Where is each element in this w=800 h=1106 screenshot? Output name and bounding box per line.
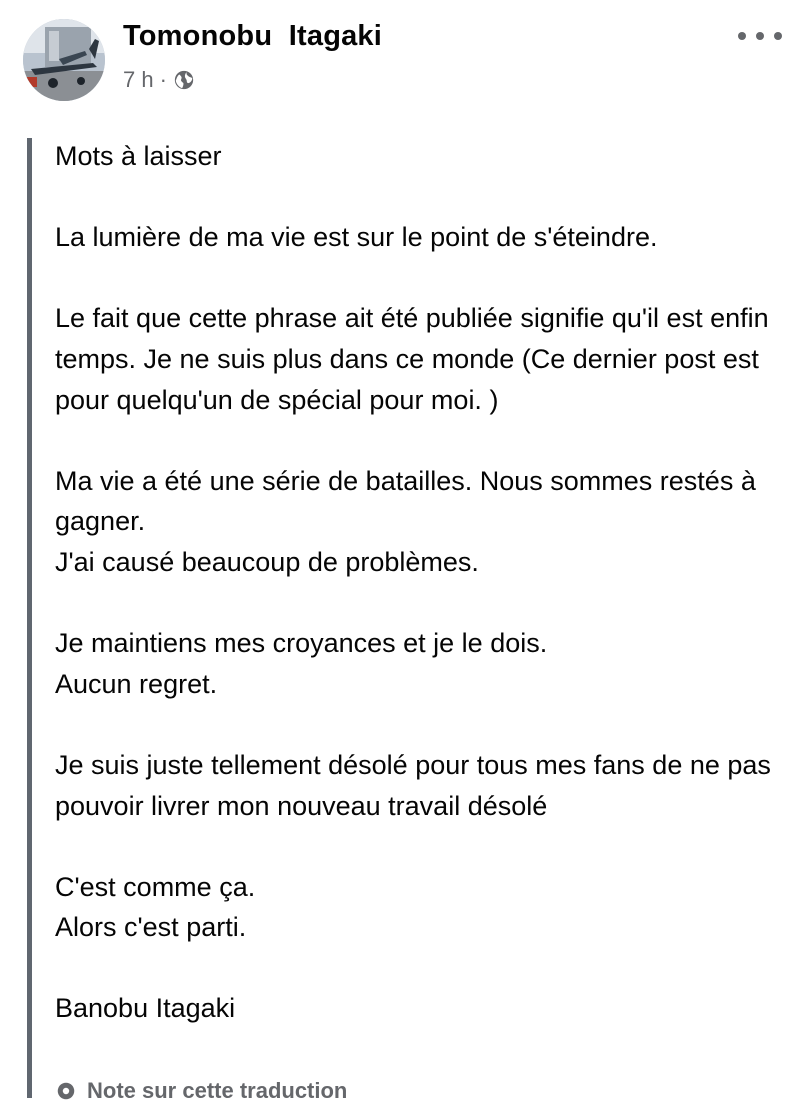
post-paragraph: La lumière de ma vie est sur le point de s'éteindre. [55,222,658,253]
post-paragraph: C'est comme ça. Alors c'est parti. [55,871,256,943]
translation-note-label: Note sur cette traduction [87,1078,348,1103]
post-paragraph: Je suis juste tellement désolé pour tous mes fans de ne pas pouvoir livrer mon nouveau travail désolé [55,749,771,821]
post-paragraph: Le fait que cette phrase ait été publiée signifie qu'il est enfin temps. Je ne suis plus dans ce monde (Ce dernier post est pour quelqu'un de spécial pour moi. ) [55,303,769,415]
more-dot-icon [738,32,746,40]
post-time[interactable]: 7 h [123,67,154,92]
post-paragraph: Ma vie a été une série de batailles. Nous sommes restés à gagner. J'ai causé beaucoup de problèmes. [55,465,756,577]
globe-icon[interactable] [173,69,195,91]
quote-bar [27,138,32,1098]
author-name[interactable]: Tomonobu Itagaki [123,20,383,52]
post-meta [123,66,195,94]
airplane-photo-icon [23,19,105,101]
post-paragraph: Mots à laisser [55,141,222,171]
more-dot-icon [774,32,782,40]
meta-separator: · [159,67,167,92]
avatar[interactable] [23,19,105,101]
post-body [55,136,790,1070]
gear-icon [55,1080,77,1102]
translation-note[interactable] [55,1076,347,1106]
post-header [0,0,800,110]
more-options-button[interactable] [738,26,782,46]
post-paragraph: Je maintiens mes croyances et je le dois. Aucun regret. [55,628,548,699]
more-dot-icon [756,32,764,40]
post-signature: Banobu Itagaki [55,993,236,1024]
